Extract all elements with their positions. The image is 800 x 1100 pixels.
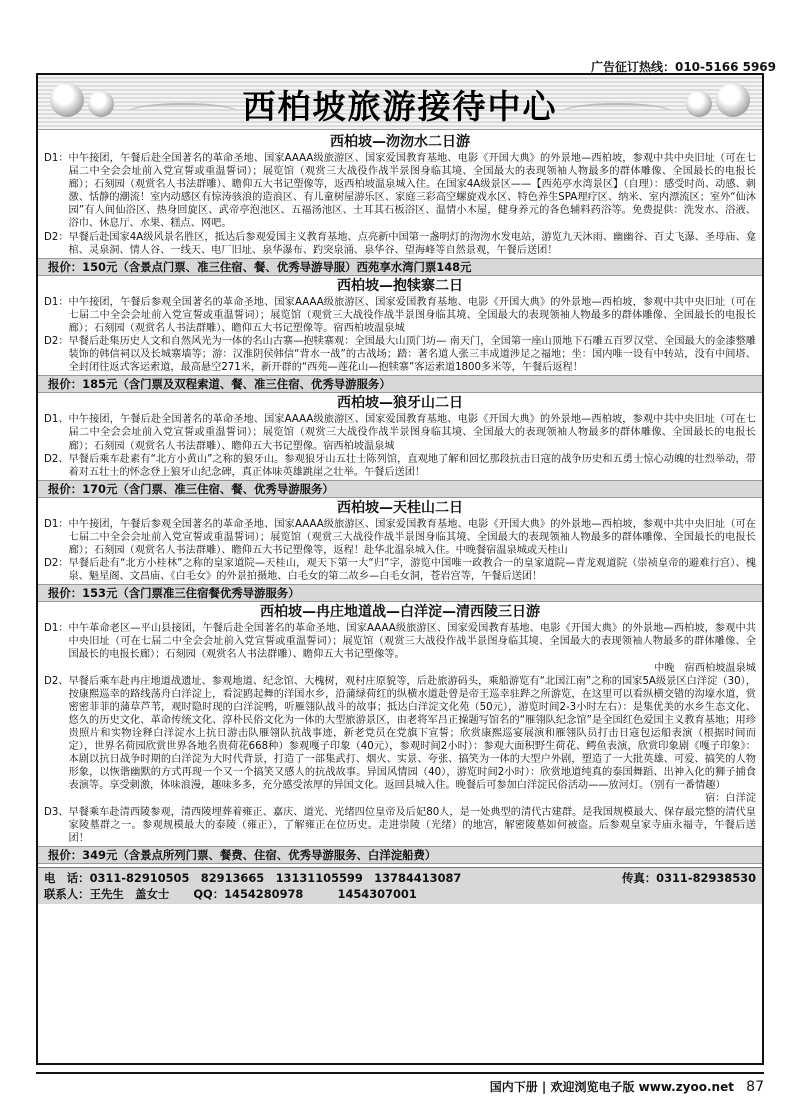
contact-persons: 王先生 盖女士 (89, 886, 170, 901)
day-label: D1： (44, 296, 69, 308)
day-description: 早餐后赴有“北方小桂林”之称的皇家道院—天桂山，观天下第一大“归”字，游览中国唯一政教合一的皇家道院—青龙观道院（崇祯皇帝的避难行宫）、槐泉、魁星阁、文昌庙、《白毛女》的外景拍摄地、白毛女的第二故乡—白毛女洞，苍岩宫等，午餐后送团！ (68, 558, 756, 583)
tour-title: 西柏坡—抱犊寨二日 (337, 277, 463, 294)
itinerary-day (44, 622, 756, 661)
day-label: D2： (44, 231, 69, 243)
day-description: 早餐后赴国家4A级风景名胜区，抵达后参观爱国主义教育基地、点亮新中国第一盏明灯的沕沕水发电站，游览九天沐雨、幽幽谷、百丈飞瀑、圣母庙、龛棺、灵泉洞、情人谷、一线天、电厂旧址、泉华瀑布、趵突泉涌、泉华谷、望海峰等自然景观，午餐后送团！ (68, 231, 756, 256)
tour-title: 西柏坡—冉庄地道战—白洋淀—清西陵三日游 (260, 604, 540, 621)
day-label: D2、 (44, 675, 69, 687)
day-description: 中晚 宿西柏坡温泉城 (654, 662, 756, 674)
itinerary-day (44, 152, 756, 231)
day-description: 中午革命老区—平山县接团，午餐后赴全国著名的革命圣地、国家AAAA级旅游区、国家爱国教育基地、电影《开国大典》的外景地—西柏坡，参观中共中央旧址（可在七届二中全会会址前入党宣誓或重温誓词）；展览馆（观赏三大战役作战半景图身临其境、全国最大的表现领袖人物最多的群体雕像、全国最长的电报长廊）；石刻园（观赏名人书法群雕）、瞻仰五大书记塑像等。 (68, 623, 756, 661)
ad-hotline: 广告征订热线：010-5166 5969 (590, 60, 776, 74)
day-description: 中午接团，午餐后赴全国著名的革命圣地、国家AAAA级旅游区、国家爱国教育基地、电影《开国大典》的外景地—西柏坡，参观中共中央旧址（可在七届二中全会会址前入党宣誓或重温誓词）；展览馆（观赏三大战役作战半景图身临其境、全国最大的表现领袖人物最多的群体雕像、全国最长的电报长廊）；石刻园（观赏名人书法群雕）、瞻仰五大书记塑像等，返西柏坡温泉城入住。在国家4A级景区——【西苑亭水湾景区】（自理）：感受时尚、动感、刺激、恬静的潮流！室内动感区有惊涛骇浪的造浪区、有儿童树屋游乐区、家庭三彩高空螺旋戏水区、特色养生SPA理疗区、纳米、室内漂流区；室外“仙沐园”有人间仙浴区、热身回旋区、武帝亭泡池区、五福汤池区、土耳其石板浴区、温情小木屋，健身养元的各色辅料药浴等。免费提供：洗发水、浴液、浴巾、休息厅、水果、糕点、网吧。 (68, 153, 756, 230)
price-bar: 报价：185元（含门票及双程索道、餐、准三住宿、优秀导游服务） (38, 375, 762, 393)
day-label: D1： (44, 623, 69, 635)
day-label: D1： (44, 518, 69, 530)
tour-title: 西柏坡—天桂山二日 (337, 499, 463, 516)
price-bar: 报价：150元（含景点门票、准三住宿、餐、优秀导游导服）西苑享水湾门票148元 (38, 258, 762, 276)
itinerary-day (44, 518, 756, 557)
itinerary-day (44, 675, 756, 793)
day-description: 早餐后乘车赴冉庄地道战遗址、参观地道、纪念馆、大槐树，观村庄原貌等，后赴旅游码头，乘船游览有“北国江南”之称的国家5A级景区白洋淀（30），按康熙巡幸的路线荡舟白洋淀上，看淀鸥起舞的洋国水乡，沿蒲绿荷红的纵横水道赴曾是帝王巡幸驻跸之所游览，在这里可以看纵横交错的沟壕水道，赏密密菲菲的蒲草芦苇，观时隐时现的白洋淀鸭，听雁翎队战斗的故事；抵达白洋淀文化苑（50元），游览时间2-3小时左右）：是集优美的水乡生态文化、悠久的历史文化、革命传统文化、淳朴民俗文化为一体的大型旅游景区，由老将军吕正操题写馆名的“雁翎队纪念馆”是全国红色爱国主义教育基地；用珍贵照片和实物诠释白洋淀水上抗日游击队雁翎队抗战事迹，新老党员在党旗下宣誓；欣赏康熙巡宴展演和雁翎队员打击日寇包运船表演（根据时间而定），世界名荷园欣赏世界各地名贵荷花668种）参观嘎子印象（40元），参观时间2小时）：参观大面积野生荷花、鳄鱼表演，欣赏印象剧《嘎子印象》：本剧以抗日战争时期的白洋淀为大时代背景，打造了一部集武打、烟火、实景、夸张、搞笑为一体的大型户外剧，塑造了一大批英雄、可爱、搞笑的人物形象，以恢谐幽默的方式再现一个又一个搞笑又感人的抗战故事。异国风情园（40），游览时间2小时）：欣赏地道纯真的泰国舞蹈、出神入化的狮子捕食表演等。享受刺激，体味浪漫，趣味多多，充分感受浓厚的异国文化。返回县城入住。晚餐后可参加白洋淀民俗活动——放河灯。（别有一番情趣） (68, 675, 756, 792)
day-label: D3、 (44, 806, 69, 818)
page-footer (36, 1072, 764, 1095)
phone-row (44, 870, 756, 886)
ad-frame (36, 73, 764, 1065)
day-description: 早餐后乘车赴素有“北方小黄山”之称的狼牙山。参观狼牙山五壮士陈列馆，直观地了解和回忆那段抗击日寇的战争历史和五勇士惊心动魄的壮烈举动，带着对五壮士的怀念登上狼牙山纪念碑，真正体味英雄跳崖之壮举。午餐后送团！ (68, 453, 756, 478)
tour-title: 西柏坡—狼牙山二日 (337, 395, 463, 412)
day-label (44, 662, 66, 675)
itinerary-day (44, 806, 756, 845)
day-label: D1： (44, 153, 69, 164)
contact-person-label: 联系人： (44, 886, 90, 901)
itinerary-day (44, 413, 756, 452)
itinerary-day (44, 662, 756, 675)
phone-label: 电 话： (44, 870, 90, 885)
price-bar: 报价：170元（含门票、准三住宿、餐、优秀导游服务） (38, 480, 762, 498)
day-label: D2： (44, 336, 69, 348)
day-label: D2、 (44, 453, 69, 465)
day-description: 中午接团，午餐后赴全国著名的革命圣地、国家AAAA级旅游区、国家爱国教育基地、电影《开国大典》的外景地—西柏坡，参观中共中央旧址（可在七届二中全会会址前入党宣誓或重温誓词）；展览馆（观赏三大战役作战半景图身临其境、全国最大的表现领袖人物最多的群体雕像、全国最长的电报长廊）；石刻园（观赏名人书法群雕）、瞻仰五大书记塑像。宿西柏坡温泉城 (68, 414, 756, 452)
qq-label: QQ： (193, 886, 225, 901)
itinerary-day (44, 557, 756, 583)
day-label: D1、 (44, 414, 69, 426)
day-description: 中午接团，午餐后参观全国著名的革命圣地、国家AAAA级旅游区、国家爱国教育基地、电影《开国大典》的外景地—西柏坡，参观中共中央旧址（可在七届二中全会会址前入党宣誓或重温誓词）；展览馆（观赏三大战役作战半景图身临其境、全国最大的表现领袖人物最多的群体雕像、全国最长的电报长廊）；石刻园（观赏名人书法群雕）、瞻仰五大书记塑像等。宿西柏坡温泉城 (68, 296, 756, 334)
tour-title: 西柏坡—沕沕水二日游 (330, 134, 470, 150)
banner (38, 75, 762, 130)
itinerary-day (44, 792, 756, 805)
footer-text: 国内下册 | 欢迎浏览电子版 www.zyoo.net (489, 1080, 734, 1094)
day-description: 中午接团，午餐后参观全国著名的革命圣地、国家AAAA级旅游区、国家爱国教育基地、电影《开国大典》的外景地—西柏坡，参观中共中央旧址（可在七届二中全会会址前入党宣誓或重温誓词）；展览馆（观赏三大战役作战半景图身临其境、全国最大的表现领袖人物最多的群体雕像、全国最长的电报长廊）；石刻园（观赏名人书法群雕）、瞻仰五大书记塑像等，返程！赴华北温泉城入住。中晚餐宿温泉城或天桂山 (68, 518, 756, 556)
qq-numbers: 1454280978 1454307001 (224, 886, 417, 901)
day-description: 早餐乘车赴清西陵参观，清西陵埋葬着雍正、嘉庆、道光、光绪四位皇帝及后妃80人，是一处典型的清代古建群。是我国规模最大、保存最完整的清代皇家陵墓群之一。参观规模最大的泰陵（雍正），了解雍正在位历史。走进崇陵（光绪）的地宫，解密陵墓如何被盗。后参观皇家寺庙永福寺，午餐后送团！ (68, 806, 756, 844)
itinerary-day (44, 296, 756, 335)
itinerary-day (44, 335, 756, 374)
fax-number: 传真：0311-82938530 (621, 870, 756, 885)
day-description: 早餐后赴集历史人文和自然风光为一体的名山古寨—抱犊寨观：全国最大山顶门坊— 南天门，全国第一座山顶地下石雕五百罗汉堂、全国最大的金漆整雕装饰的韩信祠以及长城寨墙等；游：汉淮阴侯韩信“背水一战”的古战场；踏：著名道人张三丰成道涉足之福地；坐：国内唯一设有中转站，没有中间塔、全封闭往返式客运索道，最高悬空271米，新开群的“西苑—莲花山—抱犊寨”客运索道1800多米等，午餐后返程！ (68, 336, 756, 374)
contact-block (38, 867, 762, 904)
day-label (44, 792, 66, 805)
day-description: 宿：白洋淀 (705, 793, 756, 805)
itinerary-day (44, 231, 756, 257)
itinerary-day (44, 453, 756, 479)
phone-numbers: 0311-82910505 82913665 13131105599 13784413087 (89, 870, 462, 885)
banner-title: 西柏坡旅游接待中心 (242, 87, 558, 126)
day-label: D2： (44, 558, 69, 570)
person-row (44, 886, 756, 902)
price-bar: 报价：153元（含门票准三住宿餐优秀导游服务） (38, 584, 762, 602)
price-bar: 报价：349元（含景点所列门票、餐费、住宿、优秀导游服务、白洋淀船费） (38, 846, 762, 864)
page-number: 87 (746, 1079, 764, 1095)
tour-list (38, 130, 762, 904)
